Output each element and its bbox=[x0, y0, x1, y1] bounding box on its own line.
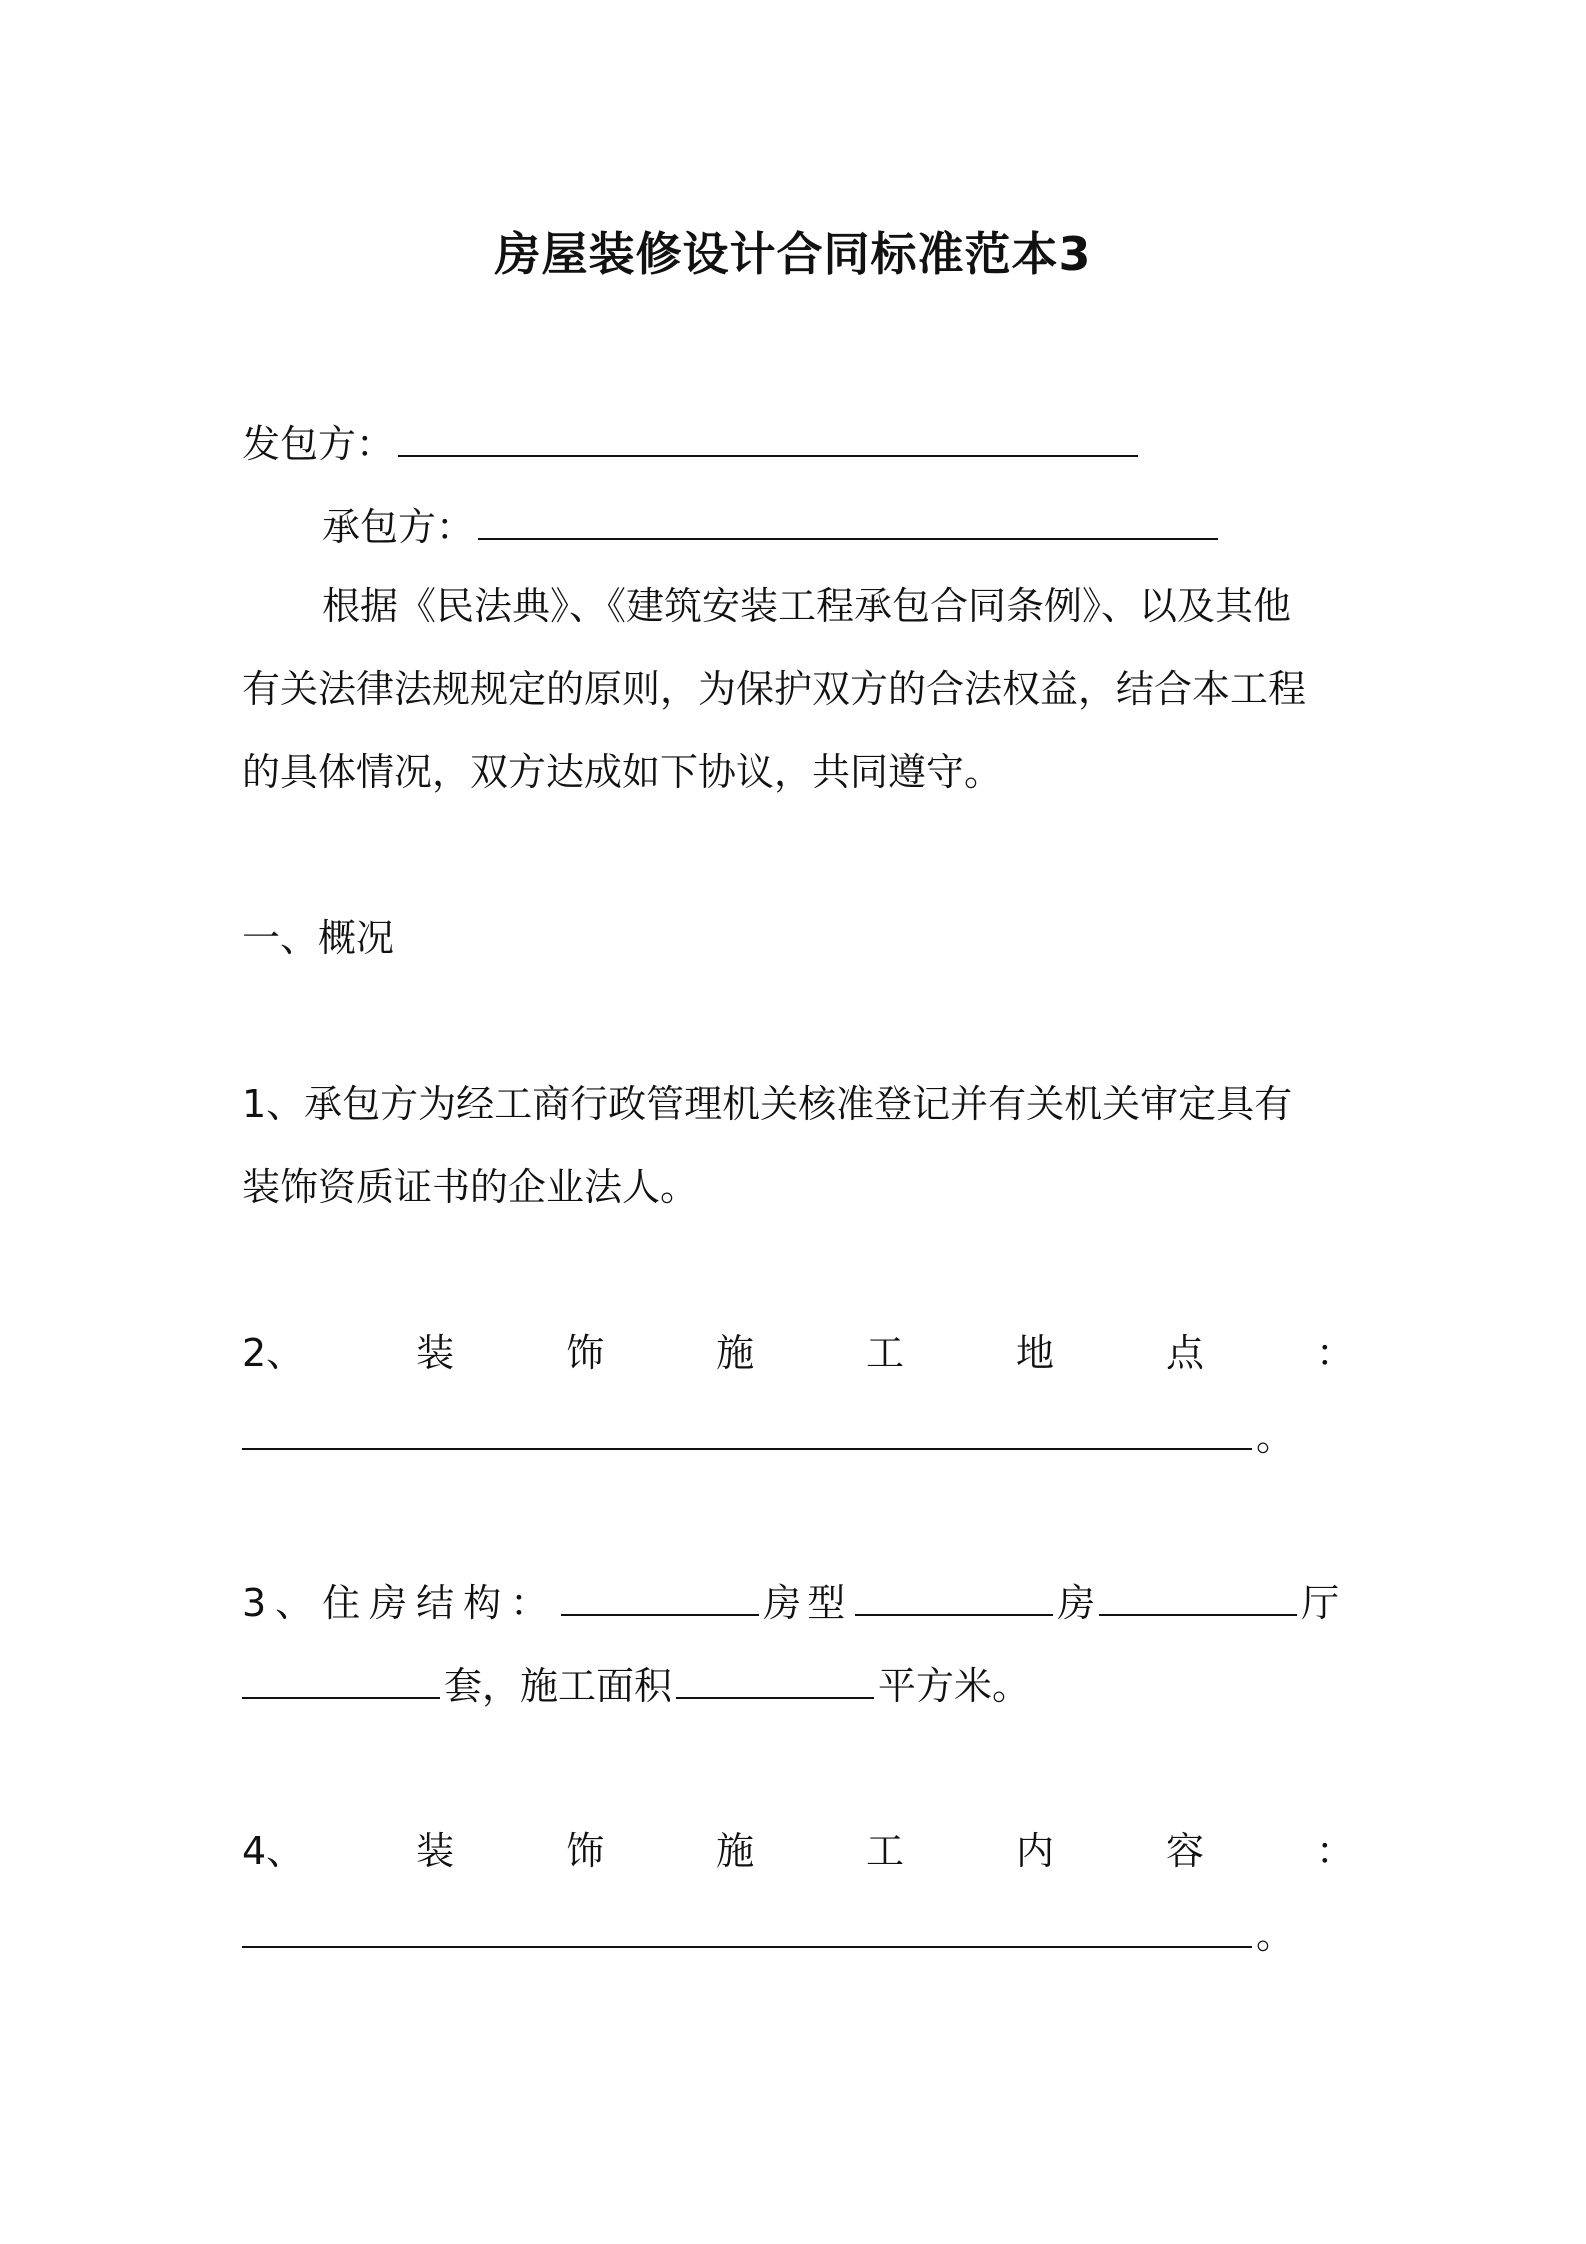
halls-blank[interactable] bbox=[1099, 1574, 1297, 1616]
party-b-line bbox=[322, 498, 1354, 555]
item-1-line-2: 装饰资质证书的企业法人。 bbox=[242, 1165, 699, 1209]
item-2-char: 施 bbox=[716, 1331, 755, 1375]
item-4-char: ： bbox=[1315, 1829, 1354, 1873]
suite-label: 套，施工面积 bbox=[444, 1664, 673, 1708]
item-4-char: 内 bbox=[1016, 1829, 1055, 1873]
area-unit: 平方米。 bbox=[878, 1664, 1031, 1708]
item-4-char: 饰 bbox=[566, 1829, 605, 1873]
item-1-line-1: 1、承包方为经工商行政管理机关核准登记并有关机关审定具有 bbox=[242, 1082, 1293, 1126]
item-2-char: 工 bbox=[866, 1331, 905, 1375]
party-a-label: 发包方： bbox=[242, 422, 395, 466]
party-a-line bbox=[242, 415, 1354, 472]
hall-label: 厅 bbox=[1301, 1581, 1340, 1625]
intro-line-3: 的具体情况，双方达成如下协议，共同遵守。 bbox=[242, 750, 1003, 794]
location-blank[interactable] bbox=[242, 1408, 1252, 1450]
intro-line-1: 根据《民法典》、《建筑安装工程承包合同条例》、以及其他 bbox=[322, 584, 1292, 628]
item-4-blank-line bbox=[242, 1906, 1354, 1963]
area-blank[interactable] bbox=[676, 1657, 874, 1699]
party-b-label: 承包方： bbox=[322, 505, 475, 549]
item-2-end: 。 bbox=[1256, 1415, 1295, 1459]
item-4-char: 4、 bbox=[242, 1829, 305, 1873]
page-title: 房屋装修设计合同标准范本3 bbox=[494, 227, 1092, 281]
section-heading: 一、概况 bbox=[242, 916, 395, 960]
item-2-blank-line bbox=[242, 1408, 1354, 1465]
item-4-char: 工 bbox=[866, 1829, 905, 1873]
structure-blank[interactable] bbox=[561, 1574, 759, 1616]
item-4-heading bbox=[242, 1823, 1354, 1879]
party-b-blank[interactable] bbox=[478, 498, 1218, 540]
content-blank[interactable] bbox=[242, 1906, 1252, 1948]
item-4-char: 容 bbox=[1165, 1829, 1204, 1873]
item-3-line-2 bbox=[242, 1657, 1354, 1714]
item-3-label: 3、住房结构： bbox=[242, 1581, 558, 1625]
item-2-char: 2、 bbox=[242, 1331, 305, 1375]
type-label: 房型 bbox=[763, 1581, 852, 1625]
party-a-blank[interactable] bbox=[398, 415, 1138, 457]
item-4-char: 装 bbox=[416, 1829, 455, 1873]
room-label: 房 bbox=[1057, 1581, 1096, 1625]
item-3-line-1 bbox=[242, 1574, 1354, 1631]
item-4-char: 施 bbox=[716, 1829, 755, 1873]
item-4-end: 。 bbox=[1256, 1913, 1295, 1957]
item-2-heading bbox=[242, 1325, 1354, 1381]
item-2-char: 地 bbox=[1016, 1331, 1055, 1375]
item-2-char: 点 bbox=[1165, 1331, 1204, 1375]
suites-blank[interactable] bbox=[242, 1657, 440, 1699]
rooms-blank[interactable] bbox=[855, 1574, 1053, 1616]
item-2-char: 装 bbox=[416, 1331, 455, 1375]
item-2-char: ： bbox=[1315, 1331, 1354, 1375]
item-2-char: 饰 bbox=[566, 1331, 605, 1375]
intro-line-2: 有关法律法规规定的原则，为保护双方的合法权益，结合本工程 bbox=[242, 667, 1307, 711]
